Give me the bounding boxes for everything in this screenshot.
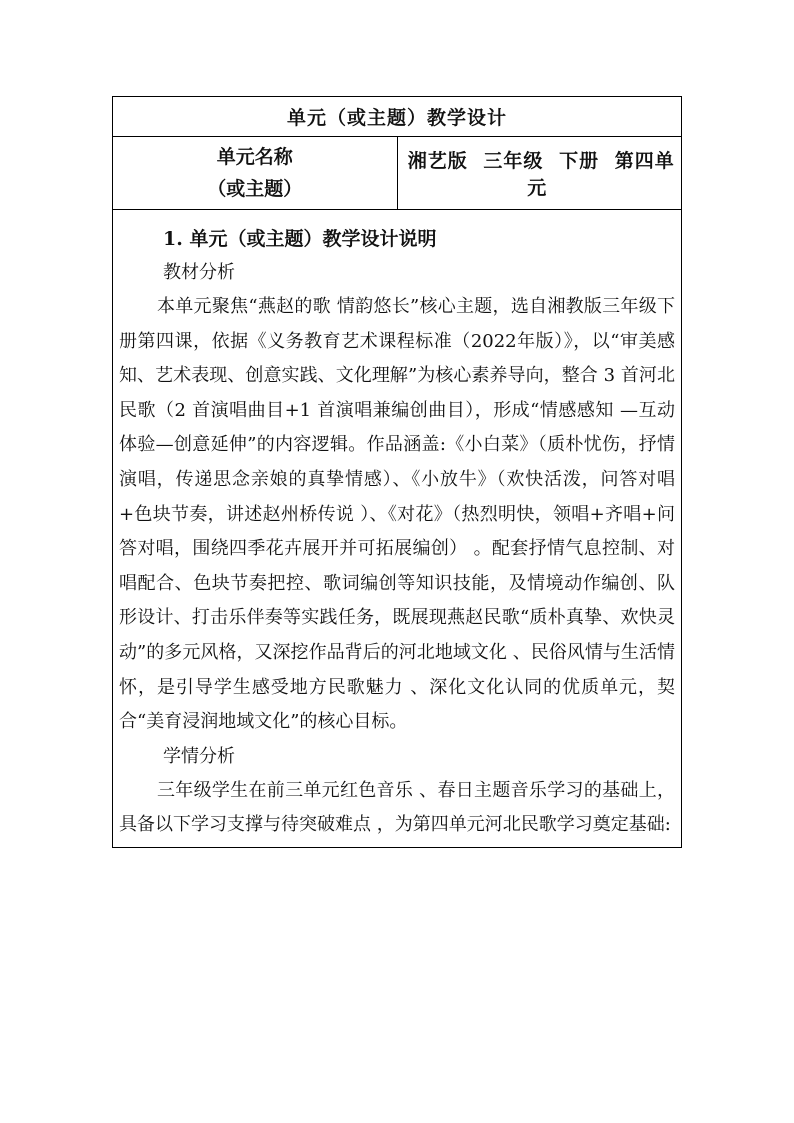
unit-volume: 下册 [559, 150, 600, 172]
textbook-analysis-paragraph: 本单元聚焦“燕赵的歌 情韵悠长”核心主题，选自湘教版三年级下册第四课，依据《义务教育艺术课程标准（2022年版）》，以“审美感知、艺术表现、创意实践、文化理解”为核心素养导向，整合 3 首河北民歌（2 首演唱曲目+1 首演唱兼编创曲目），形成“情感感知 —互动体验—创意延伸”的内容逻辑。作品涵盖:《小白菜》（质朴忧伤，抒情演唱，传递思念亲娘的真挚情感）、《小放牛》（欢快活泼，问答对唱+色块节奏，讲述赵州桥传说 ）、《对花》（热烈明快，领唱+齐唱+问答对唱，围绕四季花卉展开并可拓展编创） 。配套抒情气息控制、对唱配合、色块节奏把控、歌词编创等知识技能，及情境动作编创、队形设计、打击乐伴奏等实践任务，既展现燕赵民歌“质朴真挚、欢快灵动”的多元风格，又深挖作品背后的河北地域文化 、民俗风情与生活情怀，是引导学生感受地方民歌魅力 、深化文化认同的优质单元，契合“美育浸润地域文化”的核心目标。 [119, 296, 675, 733]
learner-analysis-title: 学情分析 [163, 745, 235, 767]
unit-number: 第四单元 [527, 150, 675, 199]
learner-analysis-paragraph: 三年级学生在前三单元红色音乐 、春日主题音乐学习的基础上，具备以下学习支撑与待突破难点 ，为第四单元河北民歌学习奠定基础: [119, 779, 675, 836]
table-title: 单元（或主题）教学设计 [113, 97, 682, 137]
unit-name-value [397, 137, 682, 210]
design-description-row [113, 210, 682, 848]
unit-design-table [112, 96, 682, 848]
unit-name-label-line1: 单元名称 [216, 146, 293, 168]
unit-name-label-line2: （或主题） [207, 178, 303, 200]
table-title-row [113, 97, 682, 137]
textbook-analysis-title: 教材分析 [163, 262, 235, 283]
unit-grade: 三年级 [483, 150, 544, 172]
design-description-cell [113, 210, 682, 848]
section-heading: 1. 单元（或主题）教学设计说明 [163, 228, 437, 250]
unit-publisher: 湘艺版 [407, 150, 468, 172]
unit-name-row [113, 137, 682, 210]
unit-name-label [113, 137, 398, 210]
